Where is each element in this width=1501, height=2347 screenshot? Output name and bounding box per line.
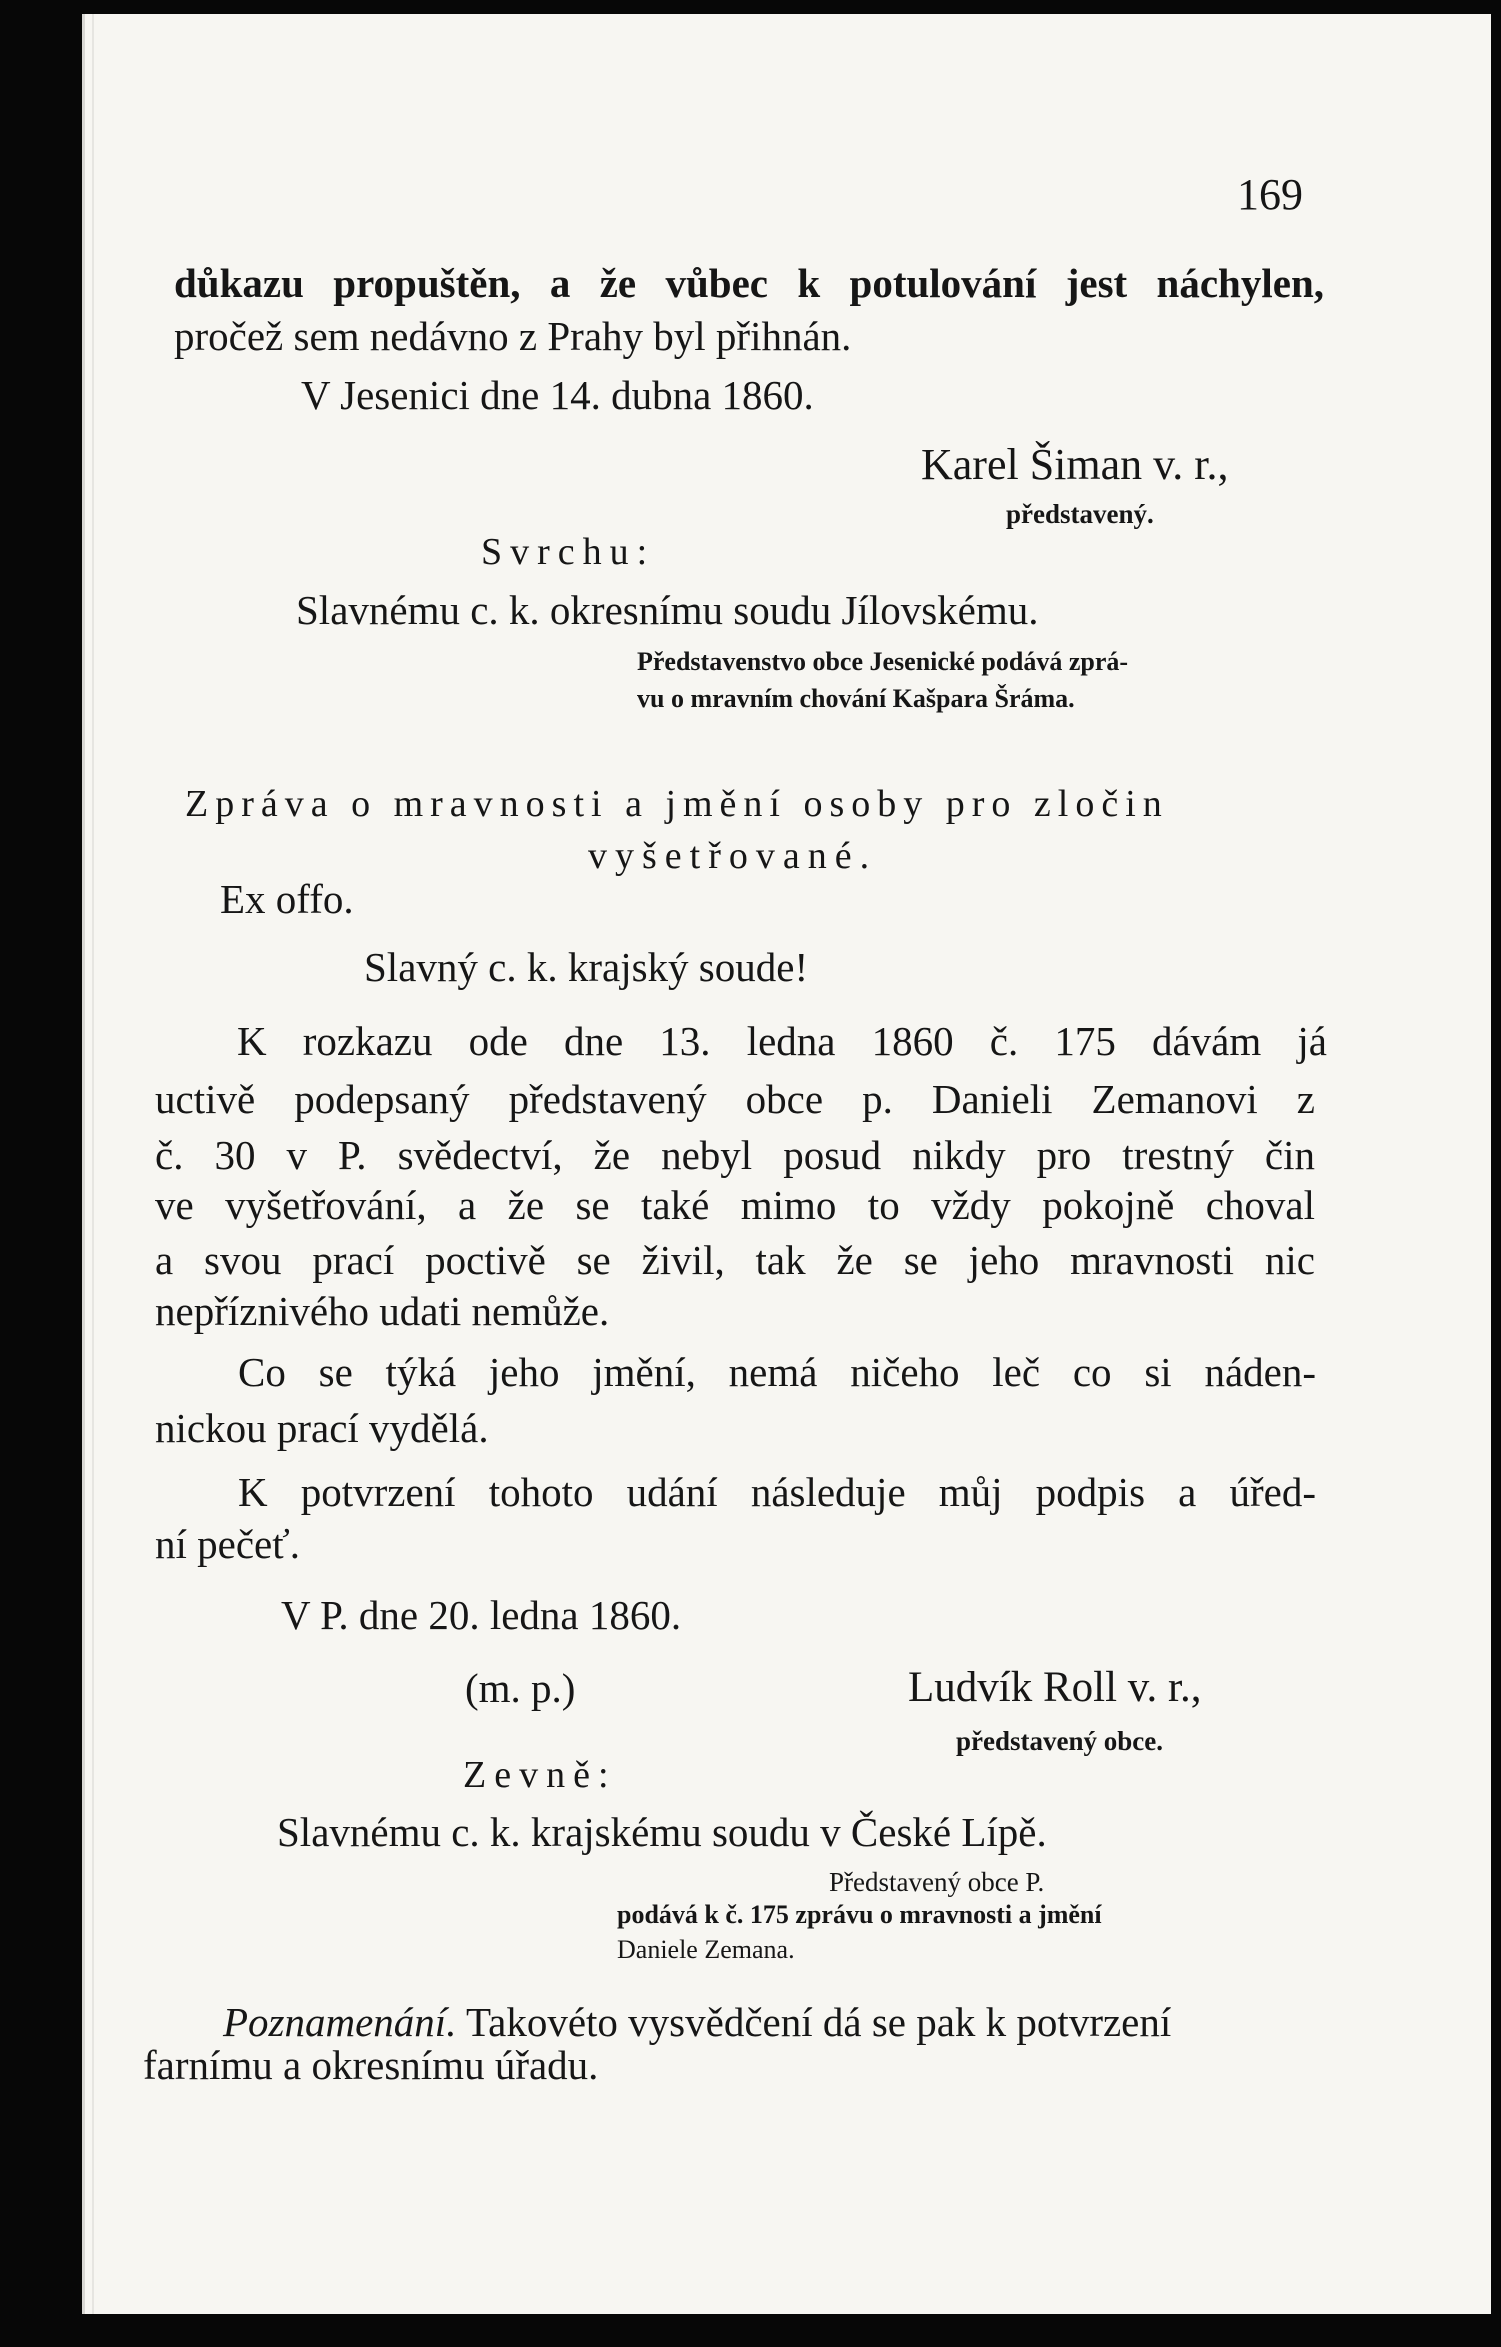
seal-mark: (m. p.)	[465, 1665, 576, 1711]
summary2-line-1: Představený obce P.	[829, 1867, 1045, 1897]
paragraph3-line-2: ní pečeť.	[155, 1521, 301, 1567]
paragraph2-line-2: nickou prací vydělá.	[155, 1405, 489, 1451]
signature-roll: Ludvík Roll v. r.,	[908, 1664, 1202, 1711]
address-label-zevne: Zevně:	[463, 1754, 617, 1796]
summary1-line-1: Představenstvo obce Jesenické podává zprá-	[637, 647, 1129, 676]
address-ceska-lipa: Slavnému c. k. krajskému soudu v České Lípě.	[277, 1809, 1047, 1855]
paragraph1-line-3: č. 30 v P. svědectví, že nebyl posud nikdy pro trestný čin	[155, 1132, 1315, 1178]
opening-line-2: pročež sem nedávno z Prahy byl přihnán.	[174, 313, 852, 359]
signature-siman: Karel Šiman v. r.,	[921, 440, 1229, 489]
opening-line-1: důkazu propuštěn, a že vůbec k potulování jest náchylen,	[174, 260, 1324, 306]
heading-line-1: Zpráva o mravnosti a jmění osoby pro zločin	[185, 783, 1169, 825]
date-p: V P. dne 20. ledna 1860.	[281, 1592, 682, 1638]
paragraph1-line-6: nepříznivého udati nemůže.	[155, 1288, 610, 1334]
address-label-svrchu: Svrchu:	[481, 531, 656, 573]
page-fold-shadow	[82, 14, 85, 2314]
paragraph2-line-1: Co se týká jeho jmění, nemá ničeho leč co si náden-	[238, 1349, 1316, 1395]
heading-line-2: vyšetřované.	[588, 835, 878, 877]
page-number: 169	[1237, 170, 1303, 219]
paragraph1-line-2: uctivě podepsaný představený obce p. Danieli Zemanovi z	[155, 1076, 1315, 1122]
summary1-line-2: vu o mravním chování Kašpara Šráma.	[637, 684, 1075, 713]
signature-roll-title: představený obce.	[956, 1726, 1163, 1756]
paragraph1-line-1: K rozkazu ode dne 13. ledna 1860 č. 175 dávám já	[237, 1018, 1327, 1064]
address-jilovske: Slavnému c. k. okresnímu soudu Jílovskému.	[296, 587, 1039, 633]
date-jesenice: V Jesenici dne 14. dubna 1860.	[301, 372, 814, 418]
summary2-line-3: Daniele Zemana.	[617, 1935, 795, 1964]
ex-offo: Ex offo.	[220, 876, 354, 922]
paragraph1-line-5: a svou prací poctivě se živil, tak že se jeho mravnosti nic	[155, 1237, 1315, 1283]
paragraph1-line-4: ve vyšetřování, a že se také mimo to vždy pokojně choval	[155, 1182, 1315, 1228]
summary2-line-2: podává k č. 175 zprávu o mravnosti a jmění	[617, 1900, 1102, 1929]
page-fold-line	[92, 14, 94, 2314]
note-text: Takovéto vysvědčení dá se pak k potvrzení	[465, 1999, 1172, 2045]
signature-siman-title: představený.	[1006, 499, 1154, 529]
note-line-2: farnímu a okresnímu úřadu.	[143, 2042, 599, 2088]
salutation: Slavný c. k. krajský soude!	[364, 944, 809, 990]
note-label: Poznamenání.	[223, 1999, 457, 2045]
paragraph3-line-1: K potvrzení tohoto udání následuje můj podpis a úřed-	[238, 1469, 1316, 1515]
